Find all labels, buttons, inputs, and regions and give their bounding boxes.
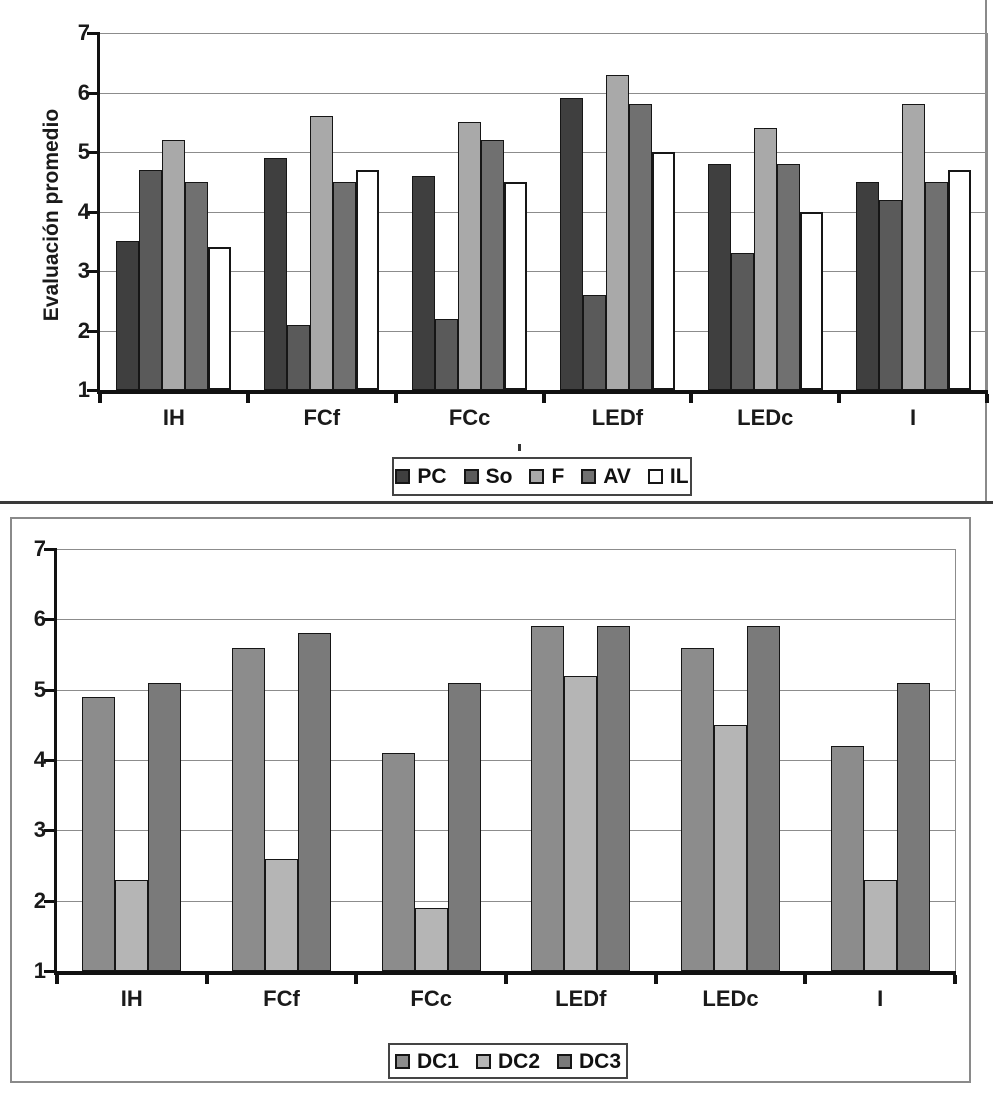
- legend-swatch-DC1: [395, 1054, 410, 1069]
- bar-PC-FCc: [412, 176, 435, 390]
- bar-IL-LEDc: [800, 212, 823, 391]
- bar-So-IH: [139, 170, 162, 390]
- bar-So-LEDc: [731, 253, 754, 390]
- legend-label-DC2: DC2: [497, 1049, 540, 1073]
- bar-F-LEDc: [754, 128, 777, 390]
- bottom-chart-legend: [388, 1043, 628, 1079]
- x-tick-4: [689, 394, 693, 403]
- y-tick-label-7: 7: [77, 20, 90, 45]
- category-label-LEDf: LEDf: [591, 405, 644, 430]
- y-tick-label-4: 4: [33, 747, 46, 772]
- x-tick-3: [542, 394, 546, 403]
- x-tick-2: [354, 975, 358, 984]
- legend-swatch-PC: [395, 469, 410, 484]
- top-chart: [0, 0, 993, 504]
- bar-AV-LEDf: [629, 104, 652, 390]
- bar-DC3-LEDc: [747, 626, 780, 971]
- y-tick-label-6: 6: [77, 79, 90, 105]
- bar-AV-FCc: [481, 140, 504, 390]
- bar-IL-FCf: [356, 170, 379, 390]
- legend-item-DC1: [395, 1051, 459, 1072]
- x-tick-0: [98, 394, 102, 403]
- gridline-2: [100, 331, 987, 332]
- gridline-3: [57, 830, 955, 831]
- category-label-LEDc: LEDc: [737, 405, 794, 430]
- y-tick-label-5: 5: [33, 676, 46, 702]
- legend-item-DC3: [557, 1051, 621, 1072]
- category-label-IH: IH: [162, 405, 185, 430]
- bar-DC3-FCf: [298, 633, 331, 971]
- x-tick-0: [55, 975, 59, 984]
- category-label-FCc: FCc: [448, 405, 491, 430]
- legend-swatch-DC2: [476, 1054, 491, 1069]
- bar-DC2-FCf: [265, 859, 298, 972]
- legend-item-AV: [581, 466, 631, 487]
- y-tick-label-1: 1: [33, 958, 46, 983]
- gridline-3: [100, 271, 987, 272]
- legend-label-So: So: [485, 465, 513, 488]
- bar-DC1-FCf: [232, 648, 265, 972]
- y-tick-label-7: 7: [33, 536, 46, 561]
- category-label-FCf: FCf: [263, 986, 300, 1011]
- legend-label-DC3: DC3: [579, 1049, 622, 1073]
- bar-F-IH: [162, 140, 185, 390]
- gridline-6: [100, 93, 987, 94]
- legend-label-AV: AV: [603, 465, 631, 488]
- bar-DC3-IH: [148, 683, 181, 971]
- category-label-LEDf: LEDf: [555, 986, 607, 1011]
- category-label-FCc: FCc: [410, 986, 452, 1011]
- bottom-chart: [0, 504, 993, 1093]
- legend-label-DC1: DC1: [416, 1049, 459, 1073]
- bar-DC2-FCc: [415, 908, 448, 971]
- bar-DC1-FCc: [382, 753, 415, 971]
- legend-item-So: [464, 466, 513, 487]
- bar-So-I: [879, 200, 902, 390]
- y-axis-line: [54, 549, 57, 975]
- bar-F-LEDf: [606, 75, 629, 390]
- bar-DC2-LEDf: [564, 676, 597, 971]
- y-tick-label-6: 6: [33, 606, 46, 632]
- x-tick-6: [985, 394, 989, 403]
- plot-right-edge: [955, 549, 956, 971]
- gridline-7: [57, 549, 955, 550]
- bar-DC2-LEDc: [714, 725, 747, 971]
- gridline-2: [57, 901, 955, 902]
- x-tick-6: [953, 975, 957, 984]
- bar-DC2-IH: [115, 880, 148, 971]
- bar-F-I: [902, 104, 925, 390]
- x-tick-5: [803, 975, 807, 984]
- x-tick-3: [504, 975, 508, 984]
- y-tick-label-2: 2: [33, 887, 46, 913]
- x-tick-5: [837, 394, 841, 403]
- legend-item-F: [529, 466, 564, 487]
- x-tick-1: [246, 394, 250, 403]
- x-tick-1: [205, 975, 209, 984]
- legend-item-DC2: [476, 1051, 540, 1072]
- y-tick-label-3: 3: [77, 258, 90, 283]
- legend-label-PC: PC: [417, 465, 447, 488]
- legend-swatch-AV: [581, 469, 596, 484]
- bar-So-FCf: [287, 325, 310, 391]
- top-chart-legend: [392, 457, 692, 496]
- y-axis-line: [97, 33, 100, 394]
- bar-DC1-LEDf: [531, 626, 564, 971]
- bar-F-FCf: [310, 116, 333, 390]
- bar-AV-FCf: [333, 182, 356, 390]
- bar-DC1-IH: [82, 697, 115, 971]
- category-label-IH: IH: [120, 986, 143, 1011]
- bar-PC-LEDc: [708, 164, 731, 390]
- bar-So-FCc: [435, 319, 458, 390]
- bar-PC-FCf: [264, 158, 287, 390]
- x-tick-4: [654, 975, 658, 984]
- bar-DC3-FCc: [448, 683, 481, 971]
- bar-AV-LEDc: [777, 164, 800, 390]
- legend-swatch-So: [464, 469, 479, 484]
- bar-IL-I: [948, 170, 971, 390]
- y-tick-label-5: 5: [77, 139, 90, 164]
- legend-label-IL: IL: [669, 465, 689, 488]
- bar-PC-IH: [116, 241, 139, 390]
- stray-tick: [518, 444, 521, 451]
- legend-swatch-F: [529, 469, 544, 484]
- bar-DC3-LEDf: [597, 626, 630, 971]
- category-label-I: I: [877, 986, 884, 1011]
- bar-AV-IH: [185, 182, 208, 390]
- bar-DC1-LEDc: [681, 648, 714, 972]
- bar-AV-I: [925, 182, 948, 390]
- legend-item-IL: [648, 466, 689, 487]
- bar-IL-IH: [208, 247, 231, 390]
- category-label-LEDc: LEDc: [702, 986, 759, 1011]
- bar-IL-FCc: [504, 182, 527, 390]
- gridline-5: [100, 152, 987, 153]
- bar-IL-LEDf: [652, 152, 675, 390]
- bar-F-FCc: [458, 122, 481, 390]
- bar-DC2-I: [864, 880, 897, 971]
- category-label-FCf: FCf: [303, 405, 341, 430]
- bar-So-LEDf: [583, 295, 606, 390]
- legend-swatch-DC3: [557, 1054, 572, 1069]
- gridline-4: [100, 212, 987, 213]
- legend-label-F: F: [551, 465, 565, 488]
- y-tick-label-3: 3: [33, 817, 46, 843]
- y-axis-title: Evaluación promedio: [40, 108, 63, 322]
- bar-PC-I: [856, 182, 879, 390]
- gridline-7: [100, 33, 987, 34]
- plot-right-edge: [987, 33, 988, 390]
- x-tick-2: [394, 394, 398, 403]
- gridline-6: [57, 619, 955, 620]
- y-tick-label-2: 2: [77, 317, 90, 343]
- category-label-I: I: [910, 405, 917, 430]
- y-tick-label-4: 4: [77, 198, 90, 224]
- bar-DC3-I: [897, 683, 930, 971]
- gridline-5: [57, 690, 955, 691]
- gridline-4: [57, 760, 955, 761]
- y-tick-label-1: 1: [77, 377, 90, 402]
- legend-item-PC: [395, 466, 446, 487]
- legend-swatch-IL: [648, 469, 663, 484]
- bar-PC-LEDf: [560, 98, 583, 390]
- bar-DC1-I: [831, 746, 864, 971]
